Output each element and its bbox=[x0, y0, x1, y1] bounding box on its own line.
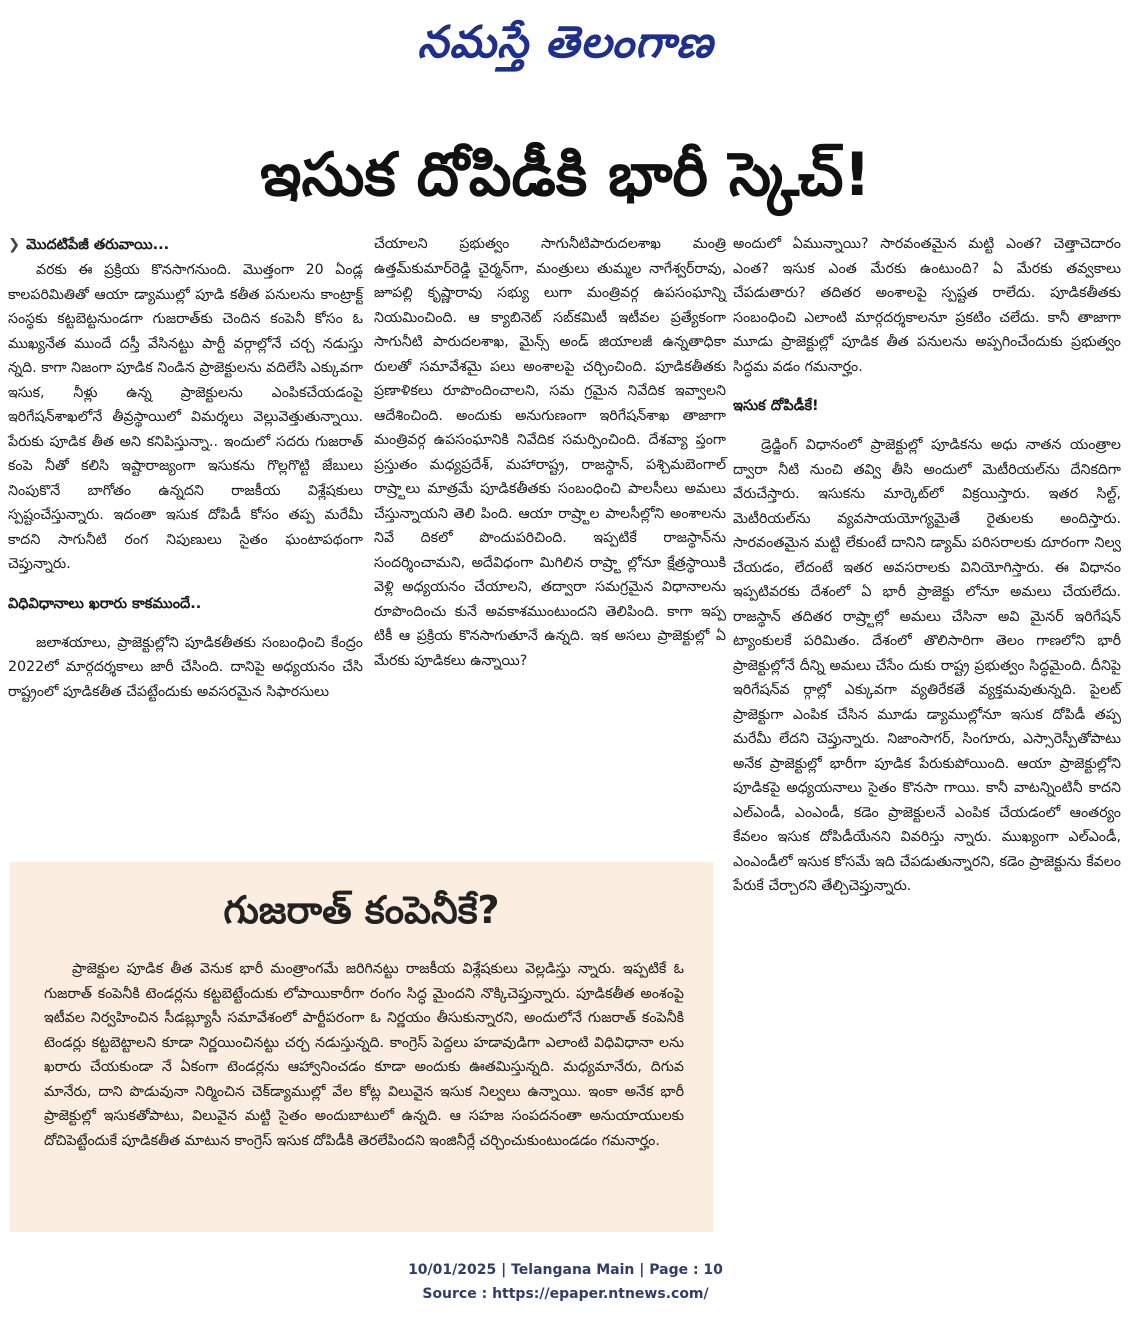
headline: ఇసుక దోపిడీకి భారీ స్కెచ్! bbox=[260, 140, 871, 210]
column-3-subheading: ఇసుక దోపిడీకే! bbox=[733, 398, 819, 414]
sidebar-box-text: ప్రాజెక్టుల పూడిక తీత వెనుక భారీ మంత్రాంగమే జరిగినట్టు రాజకీయ విశ్లేషకులు వెల్లడిస్తు న్నారు. ఇప్పటికే ఓ గుజరాత్ కంపెనీకి టెండర్లను కట్టబెట్టేందుకు లోపాయికారీగా రంగం సిద్ధ మైందని నొక్కిచెప్తున్నారు. పూడికతీత అంశంపై ఇటీవల నిర్వహించిన సీడబ్ల్యూసీ సమావేశంలో పార్టీపరంగా ఓ నిర్ణయం తీసుకున్నారని, అందులోనే గుజరాత్ కంపెనీకి టెండర్లు కట్టబెట్టాలని కూడా నిర్ణయించినట్టు చర్చ నడుస్తున్నది. కాంగ్రెస్ పెద్దలు హడావుడిగా ఎలాంటి విధివిధానా లను ఖరారు చేయకుండా నే ఏకంగా టెండర్లను ఆహ్వానించడం కూడా అందుకు ఊతమిస్తున్నది. మధ్యమానేరు, దిగువ మానేరు, దాని పొడువునా నిర్మించిన చెక్‌డ్యాముల్లో వేల కోట్ల విలువైన ఇసుక నిల్వలు ఉన్నాయి. ఇంకా అనేక భారీ ప్రాజెక్టుల్లో ఇసుకతోపాటు, విలువైన మట్టి సైతం అందుబాటులో ఉన్నది. ఆ సహజ సంపదనంతా అనుయాయులకు దోచిపెట్టేందుకే పూడికతీత మాటున కాంగ్రెస్ ఇసుక దోపిడీకి తెరలేపిందని ఇంజినీర్లే చర్చించుకుంటుండడం గమనార్హం. bbox=[44, 961, 684, 1149]
footer-date-line: 10/01/2025 | Telangana Main | Page : 10 bbox=[408, 1262, 723, 1278]
column-3-paragraph-2: డ్రెడ్జింగ్ విధానంలో ప్రాజెక్టుల్లో పూడికను అధు నాతన యంత్రాల ద్వారా నీటి నుంచి తవ్వి తీసి అందులో మెటీరియల్‌ను దేనికదిగా వేరుచేస్తారు. ఇసుకను మార్కెట్‌లో విక్రయిస్తారు. ఇతర సిల్ట్, మెటీరియల్‌ను వ్యవసాయయోగ్యమైతే రైతులకు అందిస్తారు. సారవంతమైన మట్టి లేకుంటే దానిని డ్యామ్ పరిసరాలకు దూరంగా నిల్వ చేయడం, లేదంటే ఇతర అవసరాలకు వినియోగిస్తారు. ఈ విధానం ఇప్పటివరకు దేశంలో ఏ భారీ ప్రాజెక్టు లోనూ అమలు చేయలేదు. రాజస్థాన్ తదితర రాష్ర్టాల్లో అమలు చేసినా అవి మైనర్ ఇరిగేషన్ ట్యాంకులకే పరిమితం. దేశంలో తొలిసారిగా తెలం గాణలోని భారీ ప్రాజెక్టుల్లోనే దీన్ని అమలు చేసేం దుకు రాష్ట్ర ప్రభుత్వం సిద్ధమైంది. దీనిపై ఇరిగేషన్‌వ ర్గాల్లో ఎక్కువగా వ్యతిరేకతే వ్యక్తమవుతున్నది. పైలట్ ప్రాజెక్టుగా ఎంపిక చేసిన మూడు డ్యాముల్లోనూ ఇసుక దోపిడీ తప్ప మరేమీ లేదని చెప్తున్నారు. నిజాంసాగర్, సింగూరు, ఎస్సారెస్పీతోపాటు అనేక ప్రాజెక్టుల్లో భారీగా పూడిక పేరుకుపోయింది. ఆయా ప్రాజెక్టుల్లోని పూడికపై అధ్యయనాలు సైతం కొనసా గాయి. కానీ వాటన్నింటినీ కాదని ఎల్‌ఎండీ, ఎంఎండీ, కడెం ప్రాజెక్టులనే ఎంపిక చేయడంలో ఆంతర్యం కేవలం ఇసుక దోపిడీయేనని వివరిస్తు న్నారు. ముఖ్యంగా ఎల్‌ఎండీ, ఎంఎండీలో ఇసుక కోసమే ఇది చేపడుతున్నారని, కడెం ప్రాజెక్టును కేవలం పేరుకే చేర్చారని తేల్చిచెప్తున్నారు. bbox=[733, 437, 1121, 894]
footer-source-line: Source : https://epaper.ntnews.com/ bbox=[422, 1286, 709, 1302]
column-1-paragraph-2: జలాశయాలు, ప్రాజెక్టుల్లోని పూడికతీతకు సంబంధించి కేంద్రం 2022లో మార్గదర్శకాలు జారీ చేసింది. దానిపై అధ్యయనం చేసి రాష్ట్రంలో పూడికతీత చేపట్టేందుకు అవసరమైన సిఫారసులు bbox=[8, 634, 363, 700]
arrow-icon: ❯ bbox=[8, 237, 21, 253]
column-3 bbox=[733, 232, 1121, 899]
column-1-subheading: విధివిధానాలు ఖరారు కాకముందే.. bbox=[8, 595, 202, 612]
sidebar-box bbox=[10, 862, 713, 1232]
column-3-paragraph-1: అందులో ఏమున్నాయి? సారవంతమైన మట్టి ఎంత? చెత్తాచెదారం ఎంత? ఇసుక ఎంత మేరకు ఉంటుంది? ఏ మేరకు తవ్వకాలు చేపడుతారు? తదితర అంశాలపై స్పష్టత రాలేదు. పూడికతీతకు సంబంధించి ఎలాంటి మార్గదర్శకాలనూ ప్రకటిం చలేదు. కానీ తాజాగా మూడు ప్రాజెక్టుల్లో పూడిక తీత పనులను అప్పగించేందుకు ప్రభుత్వం సిద్ధమ వడం గమనార్హం. bbox=[733, 236, 1121, 375]
masthead bbox=[0, 8, 1131, 78]
sidebar-box-title: గుజరాత్ కంపెనీకే? bbox=[223, 888, 500, 932]
column-2-paragraph-1: చేయాలని ప్రభుత్వం సాగునీటిపారుదలశాఖ మంత్రి ఉత్తమ్‌కుమార్‌రెడ్డి చైర్మన్‌గా, మంత్రులు తుమ్మల నాగేశ్వర్‌రావు, జూపల్లి కృష్ణారావు సభ్యు లుగా మంత్రివర్గ ఉపసంఘాన్ని నియమించింది. ఆ క్యాబినెట్ సబ్‌కమిటీ ఇటీవల ప్రత్యేకంగా సాగునీటి పారుదలశాఖ, మైన్స్ అండ్ జియాలజీ ఉన్నతాధికా రులతో సమావేశమై పలు అంశాలపై చర్చించింది. పూడికతీతకు ప్రణాళికలు రూపొందించాలని, సమ గ్రమైన నివేదిక ఇవ్వాలని ఆదేశించింది. అందుకు అనుగుణంగా ఇరిగేషన్‌శాఖ తాజాగా మంత్రివర్గ ఉపసంఘానికి నివేదిక సమర్పించింది. దేశవ్యా ప్తంగా ప్రస్తుతం మధ్యప్రదేశ్, మహారాష్ట్ర, రాజస్థాన్, పశ్చిమబెంగాల్ రాష్ర్టాలు మాత్రమే పూడికతీతకు సంబంధించి పాలసీలు అమలు చేస్తున్నాయని తెలి పింది. ఆయా రాష్ర్టాల పాలసీల్లోని అంశాలను నివే దికలో పొందుపరిచింది. ఇప్పటికే రాజస్థాన్‌ను సందర్శించామని, అదేవిధంగా మిగిలిన రాష్ర్టా ల్లోనూ క్షేత్రస్థాయికి వెళ్లి అధ్యయనం చేయాలని, తద్వారా సమగ్రమైన విధానాలను రూపొందించు కునే అవకాశముంటుందని తెలిపింది. కాగా ఇప్ప టికీ ఆ ప్రక్రియ కొనసాగుతూనే ఉన్నది. ఇక అసలు ప్రాజెక్టుల్లో ఏ మేరకు పూడికలు ఉన్నాయి? bbox=[374, 236, 726, 669]
newspaper-logo: నమస్తే తెలంగాణ bbox=[417, 17, 714, 68]
column-1-paragraph-1: వరకు ఈ ప్రక్రియ కొనసాగనుంది. మొత్తంగా 20 ఏండ్ల కాలపరిమితితో ఆయా డ్యాముల్లో పూడి కతీత పనులను కాంట్రాక్ట్ సంస్థకు కట్టబెట్టనుండగా గుజరాత్‌కు చెందిన కంపెనీ కోసం ఓ ముఖ్యనేత ముందే దస్తీ వేసినట్టు పార్టీ వర్గాల్లోనే చర్చ నడుస్తు న్నది. కాగా నిజంగా పూడిక నిండిన ప్రాజెక్టులను వదిలేసి ఎక్కువగా ఇసుక, నీళ్లు ఉన్న ప్రాజెక్టులను ఎంపికచేయడంపై ఇరిగేషన్‌శాఖలోనే తీవ్రస్థాయిలో విమర్శలు వెల్లువెత్తుతున్నాయి. పేరుకు పూడిక తీత అని కనిపిస్తున్నా.. ఇందులో సదరు గుజరాత్ కంపె నీతో కలిసి ఇష్టారాజ్యంగా ఇసుకను గొల్లగొట్టి జేబులు నింపుకొనే బాగోతం ఉన్నదని రాజకీయ విశ్లేషకులు స్పష్టంచేస్తున్నారు. ఇదంతా ఇసుక దోపిడీ కోసం తప్ప మరేమీ కాదని సాగునీటి రంగ నిపుణులు సైతం ఘంటాపథంగా చెప్తున్నారు. bbox=[8, 262, 363, 572]
continued-label: ❯ మొదటిపేజీ తరువాయి... bbox=[8, 237, 170, 253]
footer bbox=[0, 1258, 1131, 1306]
column-2 bbox=[374, 232, 726, 673]
column-1 bbox=[8, 232, 363, 704]
